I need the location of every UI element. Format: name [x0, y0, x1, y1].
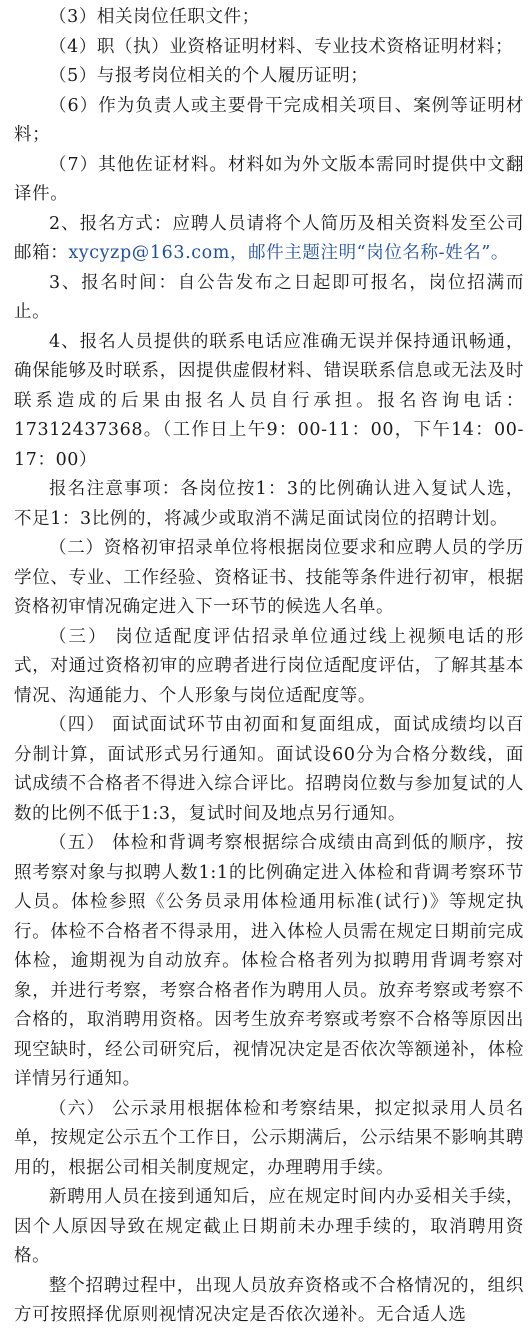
- paragraph-medical-background: （五） 体检和背调考察根据综合成绩由高到低的顺序，按照考察对象与拟聘人数1:1的比例确定进入体检和背调考察环节人员。体检参照《公务员录用体检通用标准(试行)》等规定执行。体检不合格者不得录用，进入体检人员需在规定日期前完成体检，逾期视为自动放弃。体检合格者列为拟聘用背调考察对象，并进行考察，考察合格者作为聘用人员。放弃考察或考察不合格的，取消聘用资格。因考生放弃考察或考察不合格等原因出现空缺时，经公司研究后，视情况决定是否依次等额递补，体检详情另行通知。: [14, 833, 524, 1089]
- paragraph-signup-method: [14, 210, 524, 269]
- paragraph-material-7: （7）其他佐证材料。材料如为外文版本需同时提供中文翻译件。: [14, 154, 524, 204]
- paragraph-preliminary-review: （二）资格初审招录单位将根据岗位要求和应聘人员的学历学位、专业、工作经验、资格证书、技能等条件进行初审，根据资格初审情况确定进入下一环节的候选人名单。: [14, 538, 524, 617]
- paragraph-material-5: （5）与报考岗位相关的个人履历证明；: [49, 66, 369, 86]
- paragraph-publicity-hiring: （六） 公示录用根据体检和考察结果，拟定拟录用人员名单，按规定公示五个工作日，公示期满后，公示结果不影响其聘用的，根据公司相关制度规定，办理聘用手续。: [14, 1098, 524, 1178]
- paragraph-material-6: （6）作为负责人或主要骨干完成相关项目、案例等证明材料；: [14, 95, 524, 145]
- paragraph-interview: （四） 面试面试环节由初面和复面组成，面试成绩均以百分制计算，面试形式另行通知。面试设60分为合格分数线，面试成绩不合格者不得进入综合评比。招聘岗位数与参加复试的人数的比例不低于1:3，复试时间及地点另行通知。: [14, 715, 524, 824]
- paragraph-contact-phone: 4、报名人员提供的联系电话应准确无误并保持通讯畅通，确保能够及时联系，因提供虚假材料、错误联系信息或无法及时联系造成的后果由报名人员自行承担。报名咨询电话：17312437368。（工作日上午9：00-11：00，下午14：00-17：00）: [14, 331, 524, 470]
- signup-email-link[interactable]: xycyzp@163.com: [68, 243, 230, 263]
- signup-subject-note: ，邮件主题注明“岗位名称-姓名”。: [229, 243, 509, 263]
- paragraph-material-3: （3）相关岗位任职文件；: [49, 7, 260, 27]
- paragraph-fit-assessment: （三） 岗位适配度评估招录单位通过线上视频电话的形式，对通过资格初审的应聘者进行岗位适配度评估，了解其基本情况、沟通能力、个人形象与岗位适配度等。: [14, 626, 524, 706]
- paragraph-signup-notes: 报名注意事项：各岗位按1：3的比例确认进入复试人选，不足1：3比例的，将减少或取消不满足面试岗位的招聘计划。: [14, 479, 524, 529]
- paragraph-new-hire-procedures: 新聘用人员在接到通知后，应在规定时间内办妥相关手续，因个人原因导致在规定截止日期前未办理手续的，取消聘用资格。: [14, 1187, 524, 1266]
- signup-method-text: 2、报名方式：应聘人员请将个人简历及相关资料发至公司邮箱：: [14, 213, 524, 263]
- paragraph-material-4: （4）职（执）业资格证明材料、专业技术资格证明材料；: [49, 36, 514, 57]
- paragraph-replacement: 整个招聘过程中，出现人员放弃资格或不合格情况的，组织方可按照择优原则视情况决定是否依次递补。无合适人选: [14, 1275, 524, 1325]
- paragraph-signup-time: 3、报名时间：自公告发布之日起即可报名，岗位招满而止。: [14, 272, 524, 322]
